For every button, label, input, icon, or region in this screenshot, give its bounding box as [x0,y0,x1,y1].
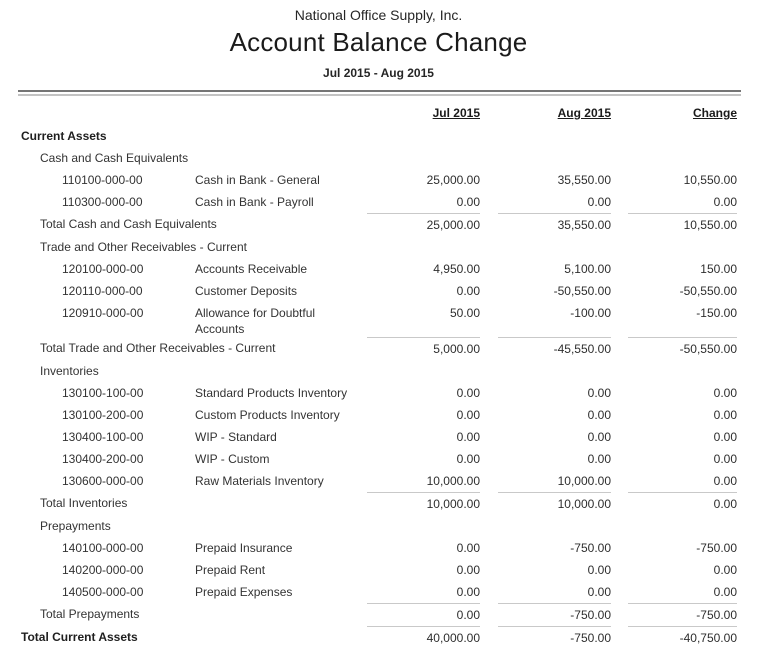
change-value: 150.00 [700,262,737,276]
jul-2015-value: 25,000.00 [367,213,480,236]
account-description: Prepaid Insurance [195,541,293,555]
report-period: Jul 2015 - Aug 2015 [323,66,434,80]
jul-2015-value: 0.00 [456,386,480,400]
aug-2015-value: 0.00 [587,386,611,400]
aug-2015-value: -45,550.00 [498,337,611,360]
section-total-row [0,626,757,649]
jul-2015-value: 0.00 [456,408,480,422]
jul-2015-value: 0.00 [456,430,480,444]
column-header-jul-2015 [367,101,480,125]
change-value: 0.00 [713,563,737,577]
row-label: Cash and Cash Equivalents [40,151,189,165]
aug-2015-value: -750.00 [570,541,611,555]
group-header-row [0,515,757,537]
jul-2015-value: 10,000.00 [367,492,480,515]
column-header-aug-2015 [498,101,611,125]
row-label: Total Trade and Other Receivables - Current [40,341,276,355]
account-description: Cash in Bank - Payroll [195,195,314,209]
row-label: Trade and Other Receivables - Current [40,240,247,254]
group-total-row [0,492,757,515]
column-header-aug-2015-link[interactable]: Aug 2015 [557,106,611,120]
jul-2015-value: 0.00 [456,563,480,577]
account-description: Accounts Receivable [195,262,308,276]
account-row [0,426,757,448]
change-value: -750.00 [628,603,737,626]
aug-2015-value: -50,550.00 [553,284,611,298]
account-code: 130100-100-00 [62,386,144,400]
report-rows [0,125,757,649]
account-code: 130100-200-00 [62,408,144,422]
account-code: 140100-000-00 [62,541,144,555]
account-row [0,404,757,426]
aug-2015-value: 0.00 [587,195,611,209]
change-value: -150.00 [696,306,737,320]
change-value: 0.00 [713,585,737,599]
jul-2015-value: 5,000.00 [367,337,480,360]
group-total-row [0,337,757,360]
aug-2015-value: 10,000.00 [498,492,611,515]
change-value: 10,550.00 [683,173,737,187]
change-value: -50,550.00 [679,284,737,298]
aug-2015-value: -100.00 [570,306,611,320]
group-header-row [0,236,757,258]
account-row [0,470,757,492]
account-code: 110100-000-00 [62,173,143,187]
jul-2015-value: 10,000.00 [426,474,480,488]
aug-2015-value: 35,550.00 [557,173,611,187]
jul-2015-value: 0.00 [367,603,480,626]
section-header-row [0,125,757,147]
jul-2015-value: 4,950.00 [433,262,480,276]
aug-2015-value: 0.00 [587,563,611,577]
aug-2015-value: 10,000.00 [557,474,611,488]
change-value: 0.00 [713,386,737,400]
change-value: 0.00 [628,492,737,515]
account-description: WIP - Custom [195,452,270,466]
account-code: 130600-000-00 [62,474,144,488]
account-row [0,448,757,470]
account-row [0,302,757,337]
group-header-row [0,147,757,169]
account-row [0,382,757,404]
change-value: -50,550.00 [628,337,737,360]
group-total-row [0,213,757,236]
jul-2015-value: 0.00 [456,541,480,555]
group-header-row [0,360,757,382]
account-description: Prepaid Expenses [195,585,293,599]
column-header-row [0,101,757,125]
change-value: 0.00 [713,452,737,466]
account-row [0,559,757,581]
jul-2015-value: 25,000.00 [426,173,480,187]
account-code: 130400-200-00 [62,452,144,466]
aug-2015-value: 35,550.00 [498,213,611,236]
aug-2015-value: 0.00 [587,452,611,466]
account-code: 140500-000-00 [62,585,144,599]
jul-2015-value: 0.00 [456,585,480,599]
account-description: Raw Materials Inventory [195,474,324,488]
jul-2015-value: 0.00 [456,284,480,298]
jul-2015-value: 0.00 [456,195,480,209]
row-label: Prepayments [40,519,111,533]
report-table [0,96,757,649]
row-label: Total Cash and Cash Equivalents [40,217,217,231]
account-row [0,258,757,280]
column-header-change-link[interactable]: Change [692,106,737,120]
account-description: WIP - Standard [195,430,277,444]
row-label: Total Inventories [40,496,128,510]
account-row [0,169,757,191]
change-value: 0.00 [713,430,737,444]
jul-2015-value: 50.00 [449,306,480,320]
account-description: Cash in Bank - General [195,173,320,187]
row-label: Total Current Assets [21,630,138,644]
account-description: Custom Products Inventory [195,408,340,422]
change-value: 0.00 [713,408,737,422]
aug-2015-value: 0.00 [587,408,611,422]
column-header-change [628,101,737,125]
account-code: 120100-000-00 [62,262,144,276]
row-label: Current Assets [21,129,107,143]
aug-2015-value: 0.00 [587,585,611,599]
account-code: 120110-000-00 [62,284,143,298]
account-code: 120910-000-00 [62,306,144,320]
aug-2015-value: 0.00 [587,430,611,444]
group-total-row [0,603,757,626]
account-row [0,191,757,213]
account-row [0,537,757,559]
account-description: Customer Deposits [195,284,298,298]
change-value: 0.00 [713,474,737,488]
account-row [0,280,757,302]
row-label: Inventories [40,364,99,378]
jul-2015-value: 0.00 [456,452,480,466]
account-description: Prepaid Rent [195,563,266,577]
aug-2015-value: 5,100.00 [564,262,611,276]
column-header-jul-2015-link[interactable]: Jul 2015 [432,106,480,120]
change-value: 10,550.00 [628,213,737,236]
aug-2015-value: -750.00 [498,626,611,649]
account-description: Standard Products Inventory [195,386,348,400]
change-value: 0.00 [713,195,737,209]
change-value: -750.00 [696,541,737,555]
account-row [0,581,757,603]
row-label: Total Prepayments [40,607,140,621]
aug-2015-value: -750.00 [498,603,611,626]
page-title: Account Balance Change [229,27,528,57]
jul-2015-value: 40,000.00 [367,626,480,649]
report-header [0,0,757,81]
account-code: 110300-000-00 [62,195,143,209]
account-description: Allowance for Doubtful Accounts [195,306,316,336]
company-name: National Office Supply, Inc. [294,7,463,23]
account-code: 130400-100-00 [62,430,144,444]
change-value: -40,750.00 [628,626,737,649]
account-code: 140200-000-00 [62,563,144,577]
